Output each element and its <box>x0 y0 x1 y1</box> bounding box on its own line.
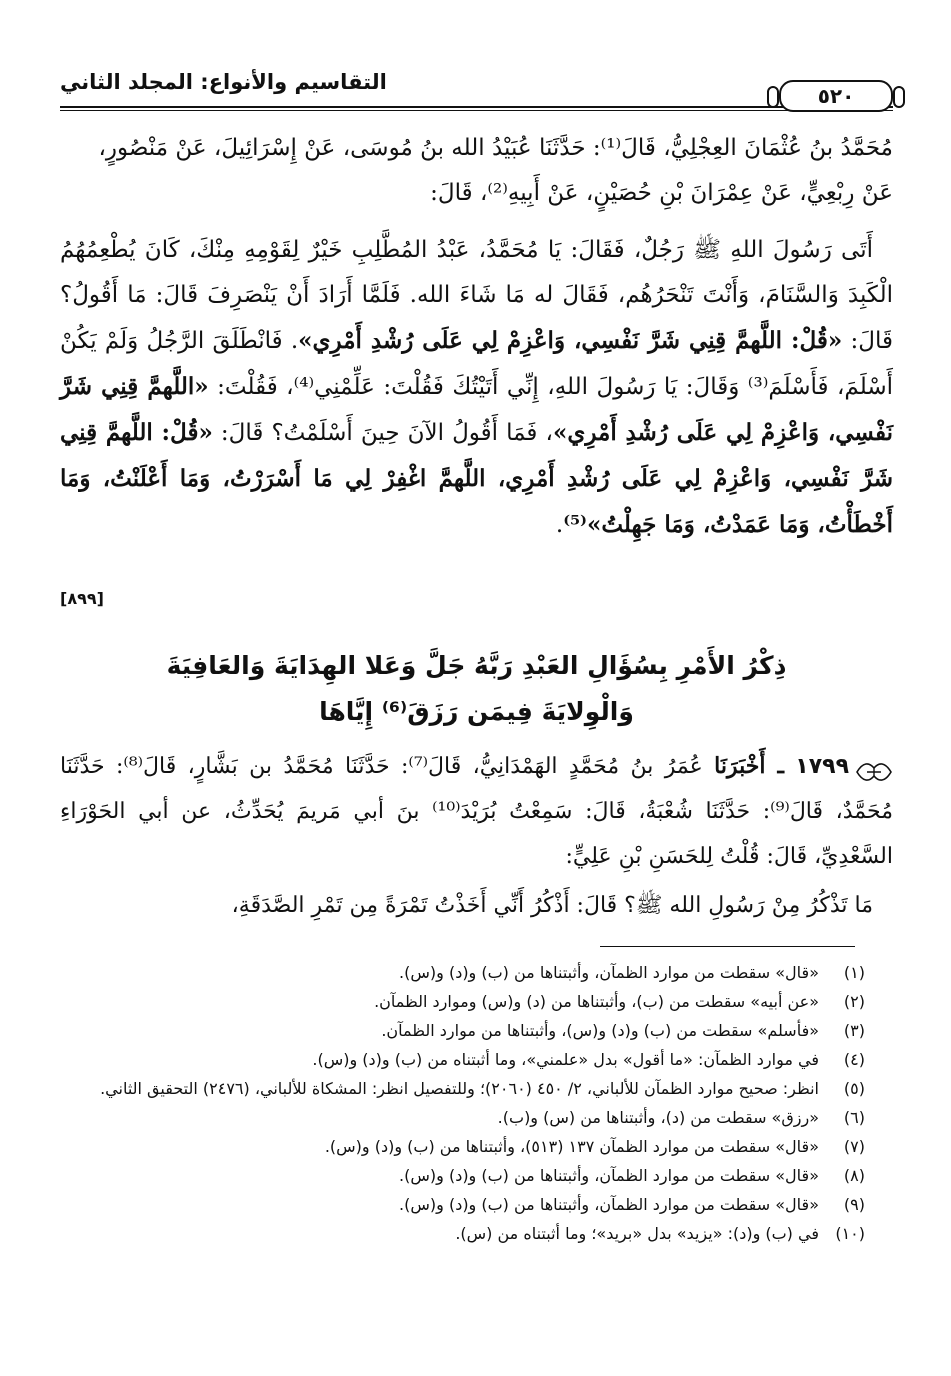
footnote <box>60 1016 865 1045</box>
prophetic-saying: «قُلْ: اللَّهمَّ قِنِي شَرَّ نَفْسِي، وَاعْزِمْ لِي عَلَى رُشْدِ أَمْرِي» <box>298 327 843 354</box>
footnote-text: «قال» سقطت من موارد الظمآن، وأثبتناها من (ب) و(د) و(س). <box>399 1195 819 1214</box>
footnote-number: (٢) <box>843 992 865 1011</box>
footnote-number: (١٠) <box>835 1224 865 1243</box>
chapter-heading-line: وَالْوِلايَةَ فِيمَن رَزَقَ⁽⁶⁾ إِيَّاهَا <box>319 697 634 726</box>
matn-text: . <box>555 512 564 538</box>
footnote-text: انظر: صحيح موارد الظمآن للألباني، ٢/ ٤٥٠ (٢٠٦٠)؛ وللتفصيل انظر: المشكاة للألباني، (٢٤٧٦) التحقيق الثاني. <box>100 1079 819 1098</box>
hadith-reference-number: [٨٩٩] <box>60 589 104 608</box>
matn-text: مَا تَذْكُرُ مِنْ رَسُولِ الله ﷺ؟ قَالَ: أَذْكُرُ أَنِّي أَخَذْتُ تَمْرَةً مِن تَمْرِ الصَّدَقَةِ، <box>231 893 873 918</box>
hadith-block <box>60 744 893 928</box>
hadith-isnad <box>60 744 893 879</box>
isnad-text: عُمَرُ بنُ مُحَمَّدٍ الهَمْدَانِيُّ، قَالَ⁽⁷⁾: حَدَّثَنَا مُحَمَّدُ بن بَشَّارٍ، قَالَ⁽⁸⁾: حَدَّثَنَا مُحَمَّدٌ، قَالَ⁽⁹⁾: حَدَّثَنَا شُعْبَةُ، قَالَ: سَمِعْتُ بُرَيْدَ⁽¹⁰⁾ بنَ أبي مَريمَ يُحَدِّثُ، عن أبي الحَوْرَاءِ السَّعْدِيِّ، قَالَ: قُلْتُ لِلحَسَنِ بْنِ عَلِيٍّ: <box>60 754 894 869</box>
page-number: ٥٢٠ <box>779 80 893 112</box>
hadith-number: ١٧٩٩ <box>795 754 849 779</box>
hadith-matn <box>60 883 893 928</box>
footnote-text: في (ب) و(د): «يزيد» بدل «بريد»؛ وما أثبتناه من (س). <box>455 1224 819 1243</box>
footnote-text: «عن أبيه» سقطت من (ب)، وأثبتناها من (د) و(س) وموارد الظمآن. <box>374 992 819 1011</box>
matn-text: ، فَمَا أَقُولُ الآنَ حِينَ أَسْلَمْتُ؟ قَالَ: <box>212 420 553 446</box>
footnote <box>60 1103 865 1132</box>
header-rule-thin <box>60 110 893 111</box>
chapter-heading <box>60 643 893 735</box>
footnote-number: (٩) <box>843 1195 865 1214</box>
footnote-text: «قال» سقطت من موارد الظمآن، وأثبتناها من (ب) و(د) و(س). <box>399 1166 819 1185</box>
footnote <box>60 1219 865 1248</box>
footnote <box>60 1190 865 1219</box>
passage <box>60 126 893 548</box>
running-title: التقاسيم والأنواع: المجلد الثاني <box>60 70 395 94</box>
chapter-heading-line: ذِكْرُ الأَمْرِ بِسُؤَالِ العَبْدِ رَبَّهُ جَلَّ وَعَلا الهِدَايَةَ وَالعَافِيَةَ <box>166 651 787 680</box>
hadith-ornament-icon <box>855 755 893 779</box>
matn-text: . فَانْطَلَقَ الرَّجُلُ وَلَمْ يَكُنْ أَسْلَمَ، فَأَسْلَمَ⁽³⁾ وَقَالَ: يَا رَسُولَ اللهِ، إِنِّي أَتَيْتُكَ فَقُلْتَ: عَلِّمْنِي⁽⁴⁾، فَقُلْتَ: <box>60 328 893 400</box>
matn-text: أَتَى رَسُولَ اللهِ ﷺ رَجُلٌ، فَقَالَ: يَا مُحَمَّدُ، عَبْدُ المُطَّلِبِ خَيْرٌ لِقَوْمِهِ مِنْكَ، كَانَ يُطْعِمُهُمُ الْكَبِدَ وَالسَّنَامَ، وَأَنْتَ تَنْحَرُهُم، فَقَالَ له مَا شَاءَ الله. فَلَمَّا أَرَادَ أَنْ يَنْصَرِفَ قَالَ: مَا أَقُولُ؟ قَالَ: <box>60 237 893 354</box>
footnote-number: (٣) <box>843 1021 865 1040</box>
isnad-line: عَنْ رِبْعِيٍّ، عَنْ عِمْرَانَ بْنِ حُصَيْنٍ، عَنْ أَبِيهِ⁽²⁾، قَالَ: <box>430 180 893 206</box>
footnote <box>60 1161 865 1190</box>
footnote-number: (٨) <box>843 1166 865 1185</box>
matn-paragraph <box>60 228 893 548</box>
footnote-text: «فأسلم» سقطت من (ب) و(د) و(س)، وأثبتناها من موارد الظمآن. <box>381 1021 819 1040</box>
footnote-text: في موارد الظمآن: «ما أقول» بدل «علمني»، وما أثبتناه من (ب) و(د) و(س). <box>312 1050 819 1069</box>
footnote-text: «رزق» سقطت من (د)، وأثبتناها من (س) و(ب). <box>497 1108 819 1127</box>
footnote <box>60 958 865 987</box>
akhbarana-label: ـ أَخْبَرَنَا <box>714 753 784 779</box>
prophetic-saying: «اللَّهمَّ قِنِي شَرَّ نَفْسِي، وَاعْزِمْ لِي عَلَى رُشْدِ أَمْرِي» <box>60 373 893 446</box>
footnotes <box>60 958 865 1248</box>
prophetic-saying: «قُلْ: اللَّهمَّ قِنِي شَرَّ نَفْسِي، وَاعْزِمْ لِي عَلَى رُشْدِ أَمْرِي، اللَّهمَّ اغْفِرْ لِي مَا أَسْرَرْتُ، وَمَا أَعْلَنْتُ، وَمَا أَخْطَأْتُ، وَمَا عَمَدْتُ، وَمَا جَهِلْتُ»⁽⁵⁾ <box>60 419 893 538</box>
footnote-number: (٥) <box>843 1079 865 1098</box>
footnote-text: «قال» سقطت من موارد الظمآن، وأثبتناها من (ب) و(د) و(س). <box>399 963 819 982</box>
footnote <box>60 1045 865 1074</box>
footnote-separator <box>600 946 855 947</box>
footnote-number: (٧) <box>843 1137 865 1156</box>
page-header <box>60 70 893 114</box>
footnote <box>60 987 865 1016</box>
footnote-number: (٤) <box>843 1050 865 1069</box>
footnote <box>60 1132 865 1161</box>
isnad-line: مُحَمَّدُ بنُ عُثْمَانَ العِجْلِيُّ، قَالَ⁽¹⁾: حَدَّثَنَا عُبَيْدُ الله بنُ مُوسَى، عَنْ إِسْرَائِيلَ، عَنْ مَنْصُورٍ، <box>98 135 893 161</box>
footnote-number: (١) <box>843 963 865 982</box>
footnote <box>60 1074 865 1103</box>
footnote-number: (٦) <box>843 1108 865 1127</box>
footnote-text: «قال» سقطت من موارد الظمآن ١٣٧ (٥١٣)، وأثبتناها من (ب) و(د) و(س). <box>324 1137 819 1156</box>
